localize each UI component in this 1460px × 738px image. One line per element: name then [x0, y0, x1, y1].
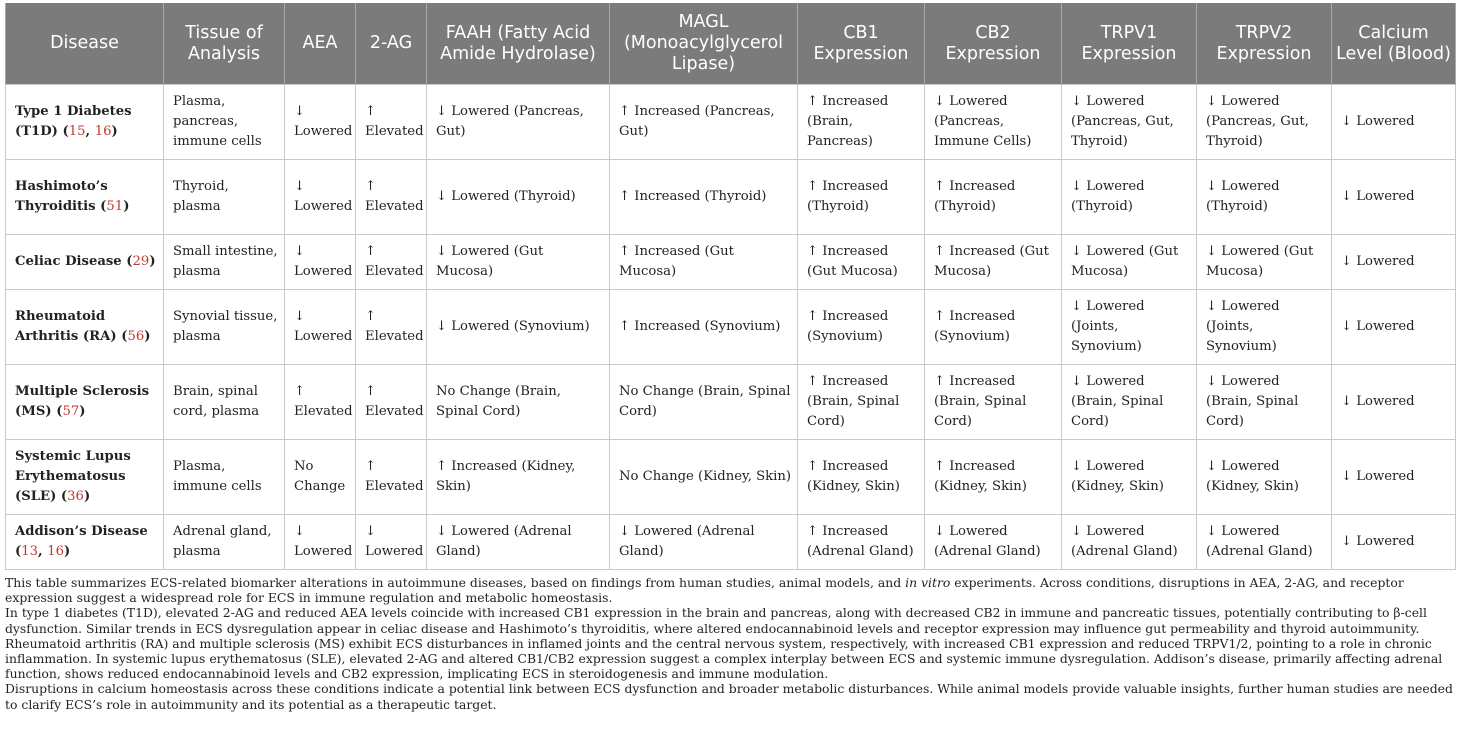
trpv1-cell: ↓ Lowered (Pancreas, Gut, Thyroid) [1062, 85, 1197, 160]
2ag-cell: ↑ Elevated [356, 85, 427, 160]
calcium-cell: ↓ Lowered [1332, 290, 1456, 365]
disease-name: Addison’s Disease [15, 524, 148, 539]
cb1-cell: ↑ Increased (Adrenal Gland) [798, 515, 925, 570]
disease-name: Type 1 Diabetes (T1D) [15, 104, 132, 139]
cb1-cell: ↑ Increased (Synovium) [798, 290, 925, 365]
trpv1-cell: ↓ Lowered (Adrenal Gland) [1062, 515, 1197, 570]
table-row [6, 515, 1456, 570]
trpv1-cell: ↓ Lowered (Brain, Spinal Cord) [1062, 365, 1197, 440]
table-row [6, 85, 1456, 160]
table-row [6, 235, 1456, 290]
reference-link[interactable]: 57 [62, 404, 80, 419]
disease-cell: Systemic Lupus Erythematosus (SLE) (36) [6, 440, 164, 515]
trpv2-cell: ↓ Lowered (Thyroid) [1197, 160, 1332, 235]
cb1-cell: ↑ Increased (Kidney, Skin) [798, 440, 925, 515]
table-header [6, 3, 1456, 85]
faah-cell: ↓ Lowered (Pancreas, Gut) [427, 85, 610, 160]
disease-name: Systemic Lupus Erythematosus (SLE) [15, 449, 131, 504]
reference-link[interactable]: 29 [132, 254, 150, 269]
cb1-cell: ↑ Increased (Brain, Pancreas) [798, 85, 925, 160]
faah-cell: ↑ Increased (Kidney, Skin) [427, 440, 610, 515]
trpv1-cell: ↓ Lowered (Kidney, Skin) [1062, 440, 1197, 515]
aea-cell: ↓ Lowered [285, 235, 356, 290]
footnote-text: This table summarizes ECS-related biomarker alterations in autoimmune diseases, based on findings from human studies, animal models, and [5, 575, 906, 590]
calcium-cell: ↓ Lowered [1332, 365, 1456, 440]
disease-cell: Type 1 Diabetes (T1D) (15, 16) [6, 85, 164, 160]
calcium-cell: ↓ Lowered [1332, 515, 1456, 570]
cb1-cell: ↑ Increased (Gut Mucosa) [798, 235, 925, 290]
footnote-italic: in vitro [905, 575, 951, 590]
header-disease: Disease [6, 3, 164, 85]
tissue-cell: Synovial tissue, plasma [164, 290, 285, 365]
trpv1-cell: ↓ Lowered (Thyroid) [1062, 160, 1197, 235]
cb2-cell: ↑ Increased (Brain, Spinal Cord) [925, 365, 1062, 440]
disease-name: Multiple Sclerosis (MS) [15, 384, 150, 419]
disease-cell: Multiple Sclerosis (MS) (57) [6, 365, 164, 440]
footnote-paragraph: Rheumatoid arthritis (RA) and multiple sclerosis (MS) exhibit ECS disturbances in inflamed joints and the central nervous system, respectively, with increased CB1 expression and reduced TRPV1/2, pointing to a role in chronic inflammation. In systemic lupus erythematosus (SLE), elevated 2-AG and altered CB1/CB2 expression suggest a complex interplay between ECS and systemic immune dysregulation. Addison’s disease, primarily affecting adrenal function, shows reduced endocannabinoid levels and CB2 expression, implicating ECS in steroidogenesis and immune modulation. [5, 635, 1443, 682]
header-calcium: Calcium Level (Blood) [1332, 3, 1456, 85]
cb1-cell: ↑ Increased (Brain, Spinal Cord) [798, 365, 925, 440]
footnote-text: experiments. Across conditions, disruptions in AEA, 2-AG, and receptor expression suggest a widespread role for ECS in immune regulation and metabolic homeostasis. [5, 575, 1404, 606]
magl-cell: ↑ Increased (Gut Mucosa) [610, 235, 798, 290]
table-row [6, 160, 1456, 235]
calcium-cell: ↓ Lowered [1332, 235, 1456, 290]
cb1-cell: ↑ Increased (Thyroid) [798, 160, 925, 235]
2ag-cell: ↑ Elevated [356, 160, 427, 235]
faah-cell: ↓ Lowered (Adrenal Gland) [427, 515, 610, 570]
aea-cell: No Change [285, 440, 356, 515]
tissue-cell: Plasma, pancreas, immune cells [164, 85, 285, 160]
2ag-cell: ↑ Elevated [356, 365, 427, 440]
cb2-cell: ↓ Lowered (Pancreas, Immune Cells) [925, 85, 1062, 160]
header-2ag: 2-AG [356, 3, 427, 85]
aea-cell: ↓ Lowered [285, 85, 356, 160]
trpv2-cell: ↓ Lowered (Pancreas, Gut, Thyroid) [1197, 85, 1332, 160]
trpv1-cell: ↓ Lowered (Joints, Synovium) [1062, 290, 1197, 365]
disease-cell: Celiac Disease (29) [6, 235, 164, 290]
trpv1-cell: ↓ Lowered (Gut Mucosa) [1062, 235, 1197, 290]
tissue-cell: Adrenal gland, plasma [164, 515, 285, 570]
reference-link[interactable]: 13 [21, 544, 39, 559]
disease-name: Celiac Disease [15, 254, 122, 269]
footnote-paragraph: In type 1 diabetes (T1D), elevated 2-AG and reduced AEA levels coincide with increased CB1 expression in the brain and pancreas, along with decreased CB2 in immune and pancreatic tissues, potentially contributing to β-cell dysfunction. Similar trends in ECS dysregulation appear in celiac disease and Hashimoto’s thyroiditis, where altered endocannabinoid levels and receptor expression may influence gut permeability and thyroid autoimmunity. [5, 605, 1427, 636]
ecs-biomarker-table [5, 3, 1456, 570]
reference-link[interactable]: 36 [67, 489, 84, 504]
disease-cell: Hashimoto’s Thyroiditis (51) [6, 160, 164, 235]
cb2-cell: ↓ Lowered (Adrenal Gland) [925, 515, 1062, 570]
cb2-cell: ↑ Increased (Kidney, Skin) [925, 440, 1062, 515]
reference-link[interactable]: 51 [106, 199, 124, 214]
2ag-cell: ↑ Elevated [356, 235, 427, 290]
cb2-cell: ↑ Increased (Synovium) [925, 290, 1062, 365]
cb2-cell: ↑ Increased (Thyroid) [925, 160, 1062, 235]
2ag-cell: ↓ Lowered [356, 515, 427, 570]
header-magl: MAGL (Monoacylglycerol Lipase) [610, 3, 798, 85]
aea-cell: ↓ Lowered [285, 160, 356, 235]
table-row [6, 365, 1456, 440]
magl-cell: ↑ Increased (Synovium) [610, 290, 798, 365]
tissue-cell: Brain, spinal cord, plasma [164, 365, 285, 440]
2ag-cell: ↑ Elevated [356, 290, 427, 365]
disease-cell: Addison’s Disease (13, 16) [6, 515, 164, 570]
disease-name: Rheumatoid Arthritis (RA) [15, 309, 117, 344]
aea-cell: ↑ Elevated [285, 365, 356, 440]
disease-name: Hashimoto’s Thyroiditis [15, 179, 108, 214]
aea-cell: ↓ Lowered [285, 515, 356, 570]
trpv2-cell: ↓ Lowered (Brain, Spinal Cord) [1197, 365, 1332, 440]
reference-link[interactable]: 16 [94, 124, 112, 139]
header-tissue: Tissue of Analysis [164, 3, 285, 85]
table-wrapper [5, 3, 1455, 712]
magl-cell: ↑ Increased (Pancreas, Gut) [610, 85, 798, 160]
tissue-cell: Plasma, immune cells [164, 440, 285, 515]
header-cb2: CB2 Expression [925, 3, 1062, 85]
magl-cell: ↑ Increased (Thyroid) [610, 160, 798, 235]
trpv2-cell: ↓ Lowered (Joints, Synovium) [1197, 290, 1332, 365]
header-trpv2: TRPV2 Expression [1197, 3, 1332, 85]
header-trpv1: TRPV1 Expression [1062, 3, 1197, 85]
disease-cell: Rheumatoid Arthritis (RA) (56) [6, 290, 164, 365]
magl-cell: ↓ Lowered (Adrenal Gland) [610, 515, 798, 570]
header-aea: AEA [285, 3, 356, 85]
trpv2-cell: ↓ Lowered (Gut Mucosa) [1197, 235, 1332, 290]
magl-cell: No Change (Kidney, Skin) [610, 440, 798, 515]
header-cb1: CB1 Expression [798, 3, 925, 85]
footnote-paragraph: Disruptions in calcium homeostasis across these conditions indicate a potential link between ECS dysfunction and broader metabolic disturbances. While animal models provide valuable insights, further human studies are needed to clarify ECS’s role in autoimmunity and its potential as a therapeutic target. [5, 681, 1453, 712]
calcium-cell: ↓ Lowered [1332, 440, 1456, 515]
aea-cell: ↓ Lowered [285, 290, 356, 365]
header-row [6, 3, 1456, 85]
calcium-cell: ↓ Lowered [1332, 160, 1456, 235]
tissue-cell: Small intestine, plasma [164, 235, 285, 290]
trpv2-cell: ↓ Lowered (Kidney, Skin) [1197, 440, 1332, 515]
header-faah: FAAH (Fatty Acid Amide Hydrolase) [427, 3, 610, 85]
table-body [6, 85, 1456, 570]
faah-cell: ↓ Lowered (Gut Mucosa) [427, 235, 610, 290]
calcium-cell: ↓ Lowered [1332, 85, 1456, 160]
cb2-cell: ↑ Increased (Gut Mucosa) [925, 235, 1062, 290]
table-row [6, 440, 1456, 515]
reference-link[interactable]: 16 [47, 544, 64, 559]
table-row [6, 290, 1456, 365]
faah-cell: ↓ Lowered (Synovium) [427, 290, 610, 365]
table-footnotes [5, 575, 1455, 712]
reference-link[interactable]: 15 [68, 124, 86, 139]
trpv2-cell: ↓ Lowered (Adrenal Gland) [1197, 515, 1332, 570]
2ag-cell: ↑ Elevated [356, 440, 427, 515]
magl-cell: No Change (Brain, Spinal Cord) [610, 365, 798, 440]
reference-link[interactable]: 56 [127, 329, 145, 344]
faah-cell: No Change (Brain, Spinal Cord) [427, 365, 610, 440]
footnote-paragraph [5, 575, 1455, 605]
tissue-cell: Thyroid, plasma [164, 160, 285, 235]
faah-cell: ↓ Lowered (Thyroid) [427, 160, 610, 235]
